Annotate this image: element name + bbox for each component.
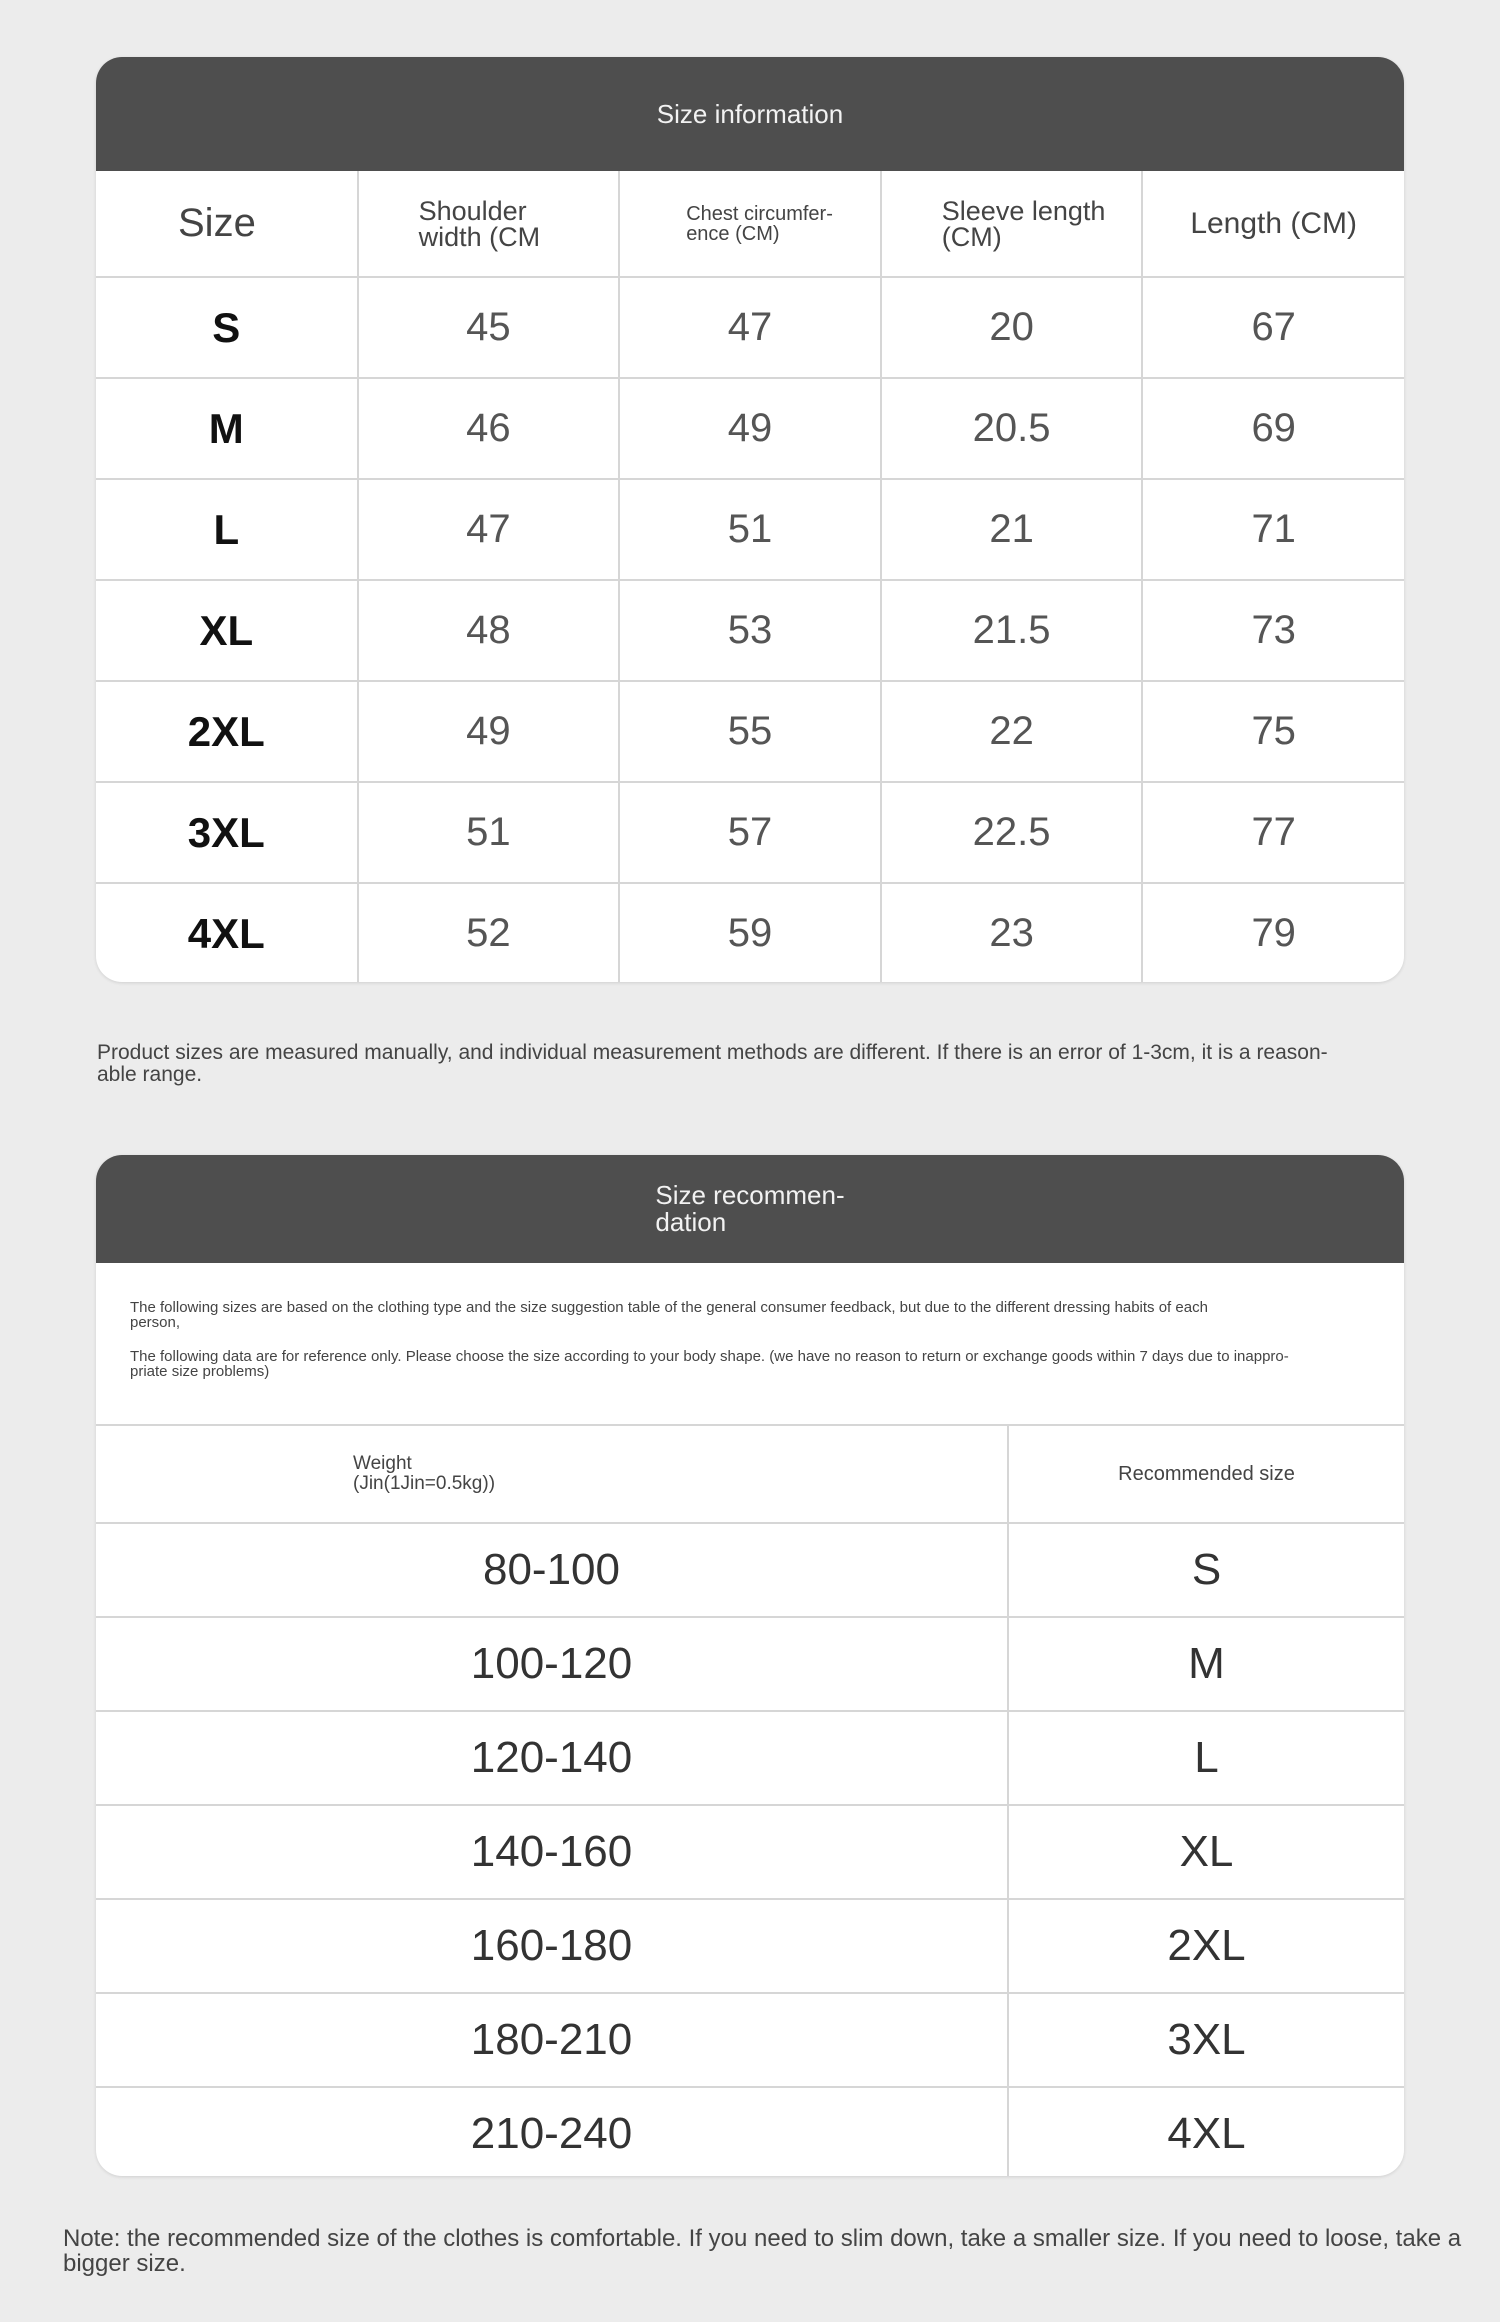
recommended-size-cell: S xyxy=(1008,1523,1404,1617)
size-cell: M xyxy=(96,378,358,479)
length-cell: 71 xyxy=(1142,479,1404,580)
size-cell: L xyxy=(96,479,358,580)
recommended-size-cell: 4XL xyxy=(1008,2087,1404,2176)
measurement-note-line1: Product sizes are measured manually, and individual measurement methods are different. If there is an error of 1-3cm, it is a reason- xyxy=(97,1041,1328,1064)
shoulder-cell: 52 xyxy=(358,883,620,982)
header-recommended-size: Recommended size xyxy=(1008,1425,1404,1523)
size-cell: 4XL xyxy=(96,883,358,982)
size-table-row xyxy=(96,580,1404,681)
header-size: Size xyxy=(96,171,358,277)
info-paragraph-1 xyxy=(130,1263,1370,1330)
sleeve-cell: 20 xyxy=(881,277,1143,378)
header-sleeve-line2: (CM) xyxy=(941,221,1002,252)
recommended-size-cell: M xyxy=(1008,1617,1404,1711)
bottom-note-line1: Note: the recommended size of the clothes is comfortable. If you need to slim down, take a smaller size. If you need to loose, take a xyxy=(63,2225,1462,2252)
sleeve-cell: 22.5 xyxy=(881,782,1143,883)
header-chest xyxy=(619,171,881,277)
info-paragraph-2 xyxy=(130,1330,1370,1379)
header-shoulder-line2: width (CM xyxy=(418,221,541,252)
chest-cell: 49 xyxy=(619,378,881,479)
recommendation-row xyxy=(96,1523,1404,1617)
size-table-header-row xyxy=(96,171,1404,277)
chest-cell: 57 xyxy=(619,782,881,883)
recommendation-row xyxy=(96,2087,1404,2176)
size-table-row xyxy=(96,782,1404,883)
weight-cell: 120-140 xyxy=(96,1711,1008,1805)
recommendation-row xyxy=(96,1899,1404,1993)
weight-cell: 180-210 xyxy=(96,1993,1008,2087)
chest-cell: 53 xyxy=(619,580,881,681)
sleeve-cell: 23 xyxy=(881,883,1143,982)
header-sleeve-line1: Sleeve length xyxy=(941,195,1106,226)
recommendation-row xyxy=(96,1617,1404,1711)
header-weight-line1: Weight xyxy=(353,1453,412,1474)
length-cell: 69 xyxy=(1142,378,1404,479)
shoulder-cell: 49 xyxy=(358,681,620,782)
weight-cell: 80-100 xyxy=(96,1523,1008,1617)
recommendation-row xyxy=(96,1993,1404,2087)
recommended-size-cell: L xyxy=(1008,1711,1404,1805)
header-chest-line1: Chest circumfer- xyxy=(686,202,833,225)
size-recommendation-card xyxy=(96,1155,1404,2176)
size-table-row xyxy=(96,681,1404,782)
recommendation-header-row xyxy=(96,1425,1404,1523)
recommended-size-cell: 2XL xyxy=(1008,1899,1404,1993)
length-cell: 79 xyxy=(1142,883,1404,982)
size-information-title: Size information xyxy=(96,57,1404,171)
length-cell: 73 xyxy=(1142,580,1404,681)
header-weight xyxy=(96,1425,1008,1523)
header-chest-line2: ence (CM) xyxy=(686,222,780,245)
shoulder-cell: 45 xyxy=(358,277,620,378)
size-recommendation-title xyxy=(96,1155,1404,1263)
recommendation-row xyxy=(96,1711,1404,1805)
header-length: Length (CM) xyxy=(1142,171,1404,277)
size-recommendation-title-line2: dation xyxy=(655,1207,727,1237)
size-cell: XL xyxy=(96,580,358,681)
shoulder-cell: 48 xyxy=(358,580,620,681)
measurement-note-line2: able range. xyxy=(97,1063,203,1086)
header-shoulder-line1: Shoulder xyxy=(418,195,527,226)
sleeve-cell: 21.5 xyxy=(881,580,1143,681)
chest-cell: 55 xyxy=(619,681,881,782)
header-weight-line2: (Jin(1Jin=0.5kg)) xyxy=(353,1473,496,1494)
sleeve-cell: 22 xyxy=(881,681,1143,782)
size-information-card xyxy=(96,57,1404,982)
weight-cell: 210-240 xyxy=(96,2087,1008,2176)
shoulder-cell: 46 xyxy=(358,378,620,479)
chest-cell: 47 xyxy=(619,277,881,378)
info-1b: person, xyxy=(130,1314,181,1331)
info-2b: priate size problems) xyxy=(130,1363,270,1380)
recommended-size-cell: 3XL xyxy=(1008,1993,1404,2087)
sleeve-cell: 20.5 xyxy=(881,378,1143,479)
size-table-row xyxy=(96,883,1404,982)
shoulder-cell: 51 xyxy=(358,782,620,883)
length-cell: 77 xyxy=(1142,782,1404,883)
size-recommendation-title-line1: Size recommen- xyxy=(655,1180,845,1210)
length-cell: 67 xyxy=(1142,277,1404,378)
size-cell: 3XL xyxy=(96,782,358,883)
weight-cell: 100-120 xyxy=(96,1617,1008,1711)
recommended-size-cell: XL xyxy=(1008,1805,1404,1899)
weight-cell: 140-160 xyxy=(96,1805,1008,1899)
recommendation-row xyxy=(96,1805,1404,1899)
header-shoulder xyxy=(358,171,620,277)
weight-cell: 160-180 xyxy=(96,1899,1008,1993)
size-table-row xyxy=(96,378,1404,479)
header-sleeve xyxy=(881,171,1143,277)
recommendation-table xyxy=(96,1424,1404,2176)
info-2a: The following data are for reference only. Please choose the size according to your body shape. (we have no reason to return or exchange goods within 7 days due to inappro- xyxy=(130,1348,1289,1365)
size-table-row xyxy=(96,277,1404,378)
size-cell: 2XL xyxy=(96,681,358,782)
length-cell: 75 xyxy=(1142,681,1404,782)
recommendation-info xyxy=(96,1263,1404,1424)
size-cell: S xyxy=(96,277,358,378)
measurement-note xyxy=(97,1042,1377,1086)
size-table-row xyxy=(96,479,1404,580)
bottom-note xyxy=(63,2226,1463,2276)
shoulder-cell: 47 xyxy=(358,479,620,580)
info-1a: The following sizes are based on the clothing type and the size suggestion table of the general consumer feedback, but due to the different dressing habits of each xyxy=(130,1299,1208,1316)
bottom-note-line2: bigger size. xyxy=(63,2250,186,2277)
chest-cell: 59 xyxy=(619,883,881,982)
chest-cell: 51 xyxy=(619,479,881,580)
size-table xyxy=(96,171,1404,982)
sleeve-cell: 21 xyxy=(881,479,1143,580)
